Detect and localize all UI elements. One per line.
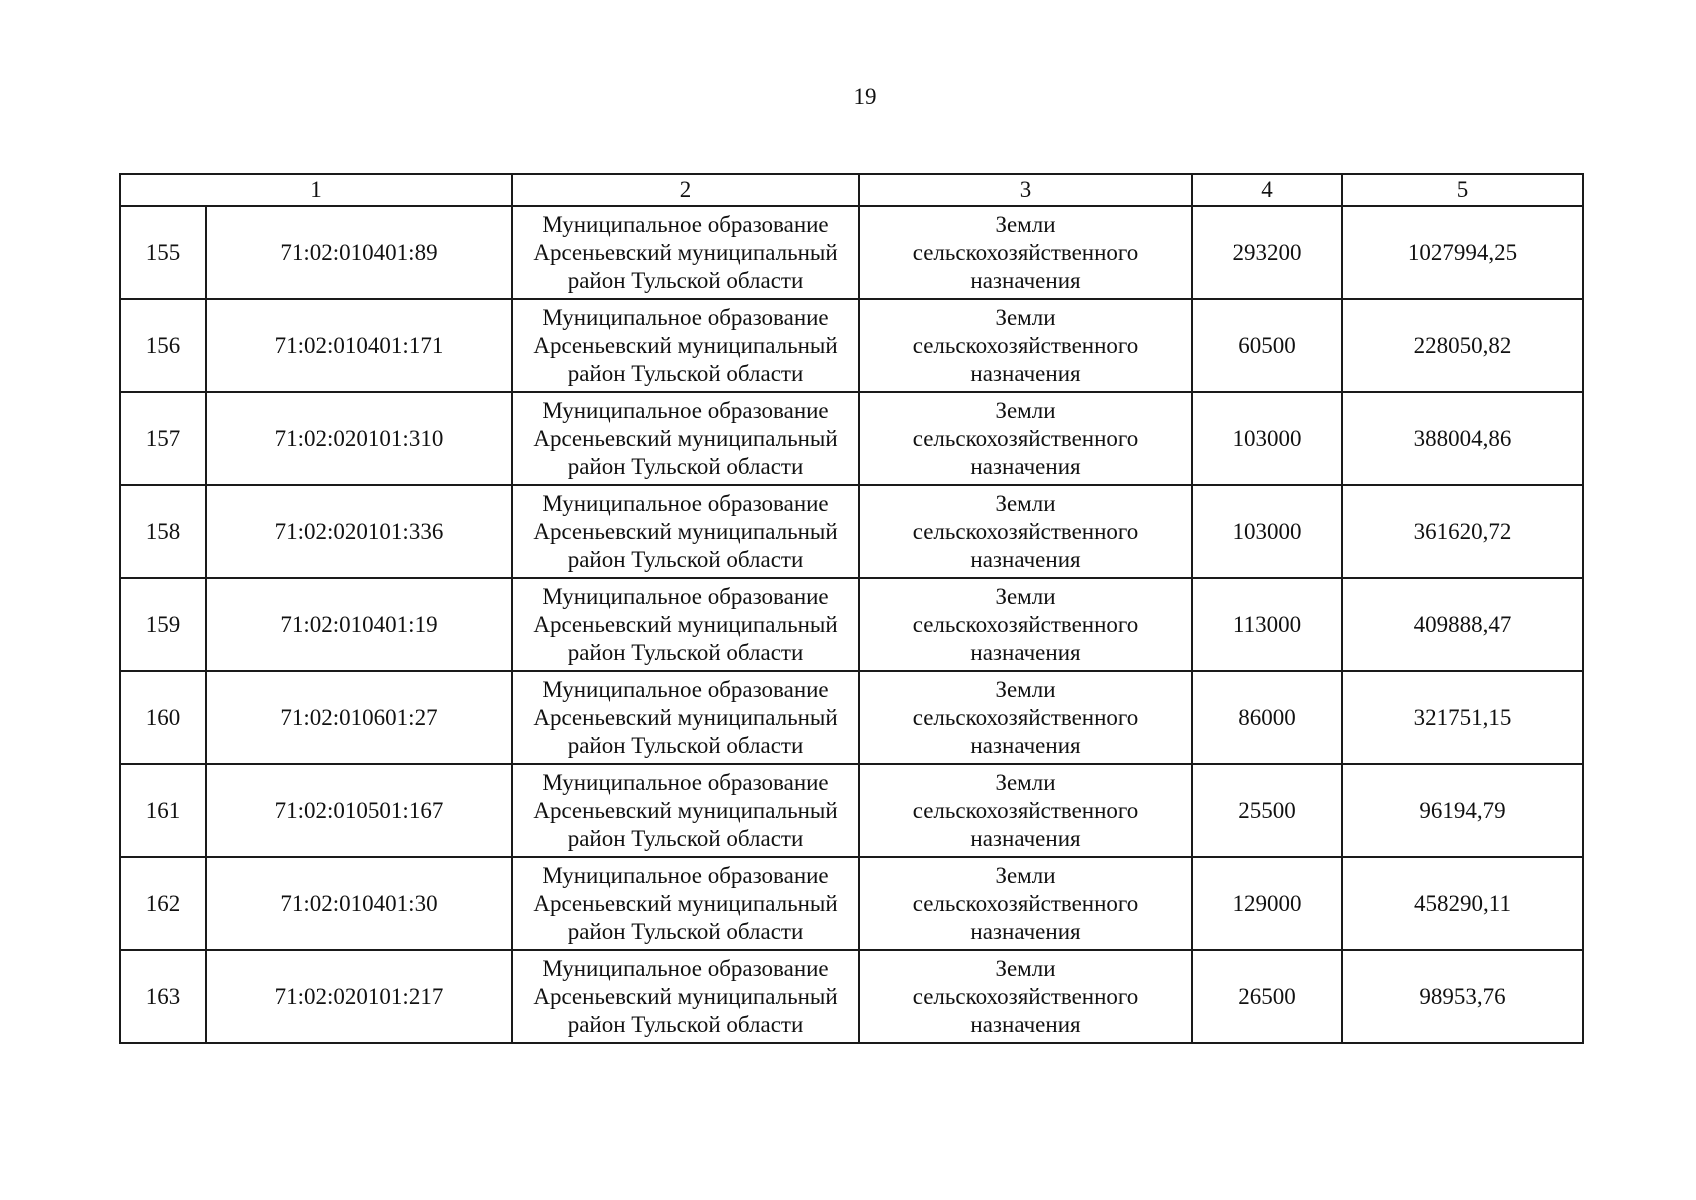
cadastral-number-cell: 71:02:010401:171 (206, 299, 512, 392)
cadastral-number-cell: 71:02:020101:217 (206, 950, 512, 1043)
table-row (120, 764, 1583, 857)
cadastral-value-cell: 321751,15 (1342, 671, 1583, 764)
column-header-3: 3 (859, 174, 1192, 206)
cadastral-number-cell: 71:02:010401:89 (206, 206, 512, 299)
cadastral-value-cell: 458290,11 (1342, 857, 1583, 950)
cadastral-number-cell: 71:02:010401:30 (206, 857, 512, 950)
land-category-cell: Земли сельскохозяйственного назначения (859, 578, 1192, 671)
area-cell: 103000 (1192, 392, 1342, 485)
cadastral-value-cell: 96194,79 (1342, 764, 1583, 857)
row-number-cell: 156 (120, 299, 206, 392)
row-number-cell: 163 (120, 950, 206, 1043)
table-row (120, 857, 1583, 950)
area-cell: 293200 (1192, 206, 1342, 299)
table-row (120, 950, 1583, 1043)
owner-cell: Муниципальное образование Арсеньевский муниципальный район Тульской области (512, 764, 859, 857)
land-category-cell: Земли сельскохозяйственного назначения (859, 392, 1192, 485)
row-number-cell: 162 (120, 857, 206, 950)
cadastral-value-cell: 98953,76 (1342, 950, 1583, 1043)
owner-cell: Муниципальное образование Арсеньевский муниципальный район Тульской области (512, 299, 859, 392)
owner-cell: Муниципальное образование Арсеньевский муниципальный район Тульской области (512, 392, 859, 485)
area-cell: 26500 (1192, 950, 1342, 1043)
owner-cell: Муниципальное образование Арсеньевский муниципальный район Тульской области (512, 857, 859, 950)
land-category-cell: Земли сельскохозяйственного назначения (859, 299, 1192, 392)
area-cell: 86000 (1192, 671, 1342, 764)
cadastral-value-cell: 361620,72 (1342, 485, 1583, 578)
area-cell: 129000 (1192, 857, 1342, 950)
cadastral-value-cell: 409888,47 (1342, 578, 1583, 671)
cadastral-number-cell: 71:02:020101:310 (206, 392, 512, 485)
table-row (120, 578, 1583, 671)
land-category-cell: Земли сельскохозяйственного назначения (859, 206, 1192, 299)
land-category-cell: Земли сельскохозяйственного назначения (859, 764, 1192, 857)
row-number-cell: 155 (120, 206, 206, 299)
cadastral-number-cell: 71:02:010401:19 (206, 578, 512, 671)
area-cell: 103000 (1192, 485, 1342, 578)
area-cell: 60500 (1192, 299, 1342, 392)
cadastral-number-cell: 71:02:010601:27 (206, 671, 512, 764)
table-row (120, 671, 1583, 764)
land-category-cell: Земли сельскохозяйственного назначения (859, 671, 1192, 764)
land-category-cell: Земли сельскохозяйственного назначения (859, 950, 1192, 1043)
column-header-1: 1 (120, 174, 512, 206)
land-category-cell: Земли сельскохозяйственного назначения (859, 485, 1192, 578)
table-row (120, 485, 1583, 578)
table-row (120, 392, 1583, 485)
row-number-cell: 158 (120, 485, 206, 578)
owner-cell: Муниципальное образование Арсеньевский муниципальный район Тульской области (512, 485, 859, 578)
table-header-row (120, 174, 1583, 206)
column-header-4: 4 (1192, 174, 1342, 206)
row-number-cell: 159 (120, 578, 206, 671)
page-number: 19 (853, 84, 877, 109)
land-category-cell: Земли сельскохозяйственного назначения (859, 857, 1192, 950)
cadastral-number-cell: 71:02:020101:336 (206, 485, 512, 578)
column-header-2: 2 (512, 174, 859, 206)
table-row (120, 299, 1583, 392)
cadastral-value-cell: 1027994,25 (1342, 206, 1583, 299)
cadastral-number-cell: 71:02:010501:167 (206, 764, 512, 857)
owner-cell: Муниципальное образование Арсеньевский муниципальный район Тульской области (512, 206, 859, 299)
cadastral-value-cell: 228050,82 (1342, 299, 1583, 392)
cadastral-value-cell: 388004,86 (1342, 392, 1583, 485)
table-body (120, 206, 1583, 1043)
column-header-5: 5 (1342, 174, 1583, 206)
owner-cell: Муниципальное образование Арсеньевский муниципальный район Тульской области (512, 578, 859, 671)
owner-cell: Муниципальное образование Арсеньевский муниципальный район Тульской области (512, 950, 859, 1043)
area-cell: 25500 (1192, 764, 1342, 857)
table-row (120, 206, 1583, 299)
row-number-cell: 157 (120, 392, 206, 485)
area-cell: 113000 (1192, 578, 1342, 671)
row-number-cell: 160 (120, 671, 206, 764)
owner-cell: Муниципальное образование Арсеньевский муниципальный район Тульской области (512, 671, 859, 764)
row-number-cell: 161 (120, 764, 206, 857)
land-plots-table (119, 173, 1584, 1044)
